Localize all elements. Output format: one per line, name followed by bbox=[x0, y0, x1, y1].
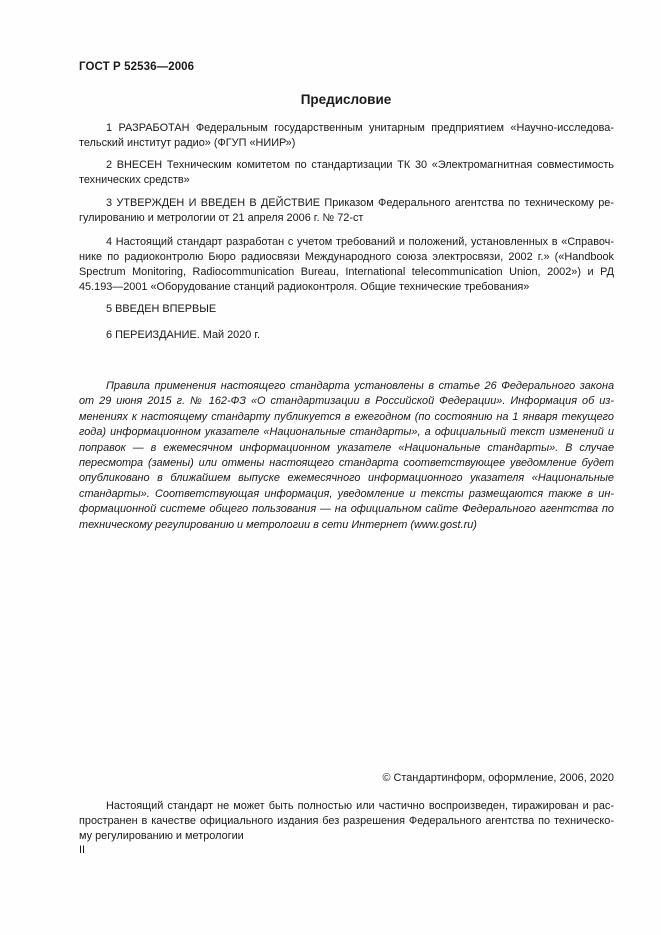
reproduction-notice: Настоящий стандарт не может быть полностью или частично воспроизведен, тиражирован и распространен в качестве официального издания без разрешения Федерального агентства по техническому регулированию и метрологии bbox=[79, 800, 614, 842]
page-title: Предисловие bbox=[300, 92, 392, 107]
preface-item-2: 2 ВНЕСЕН Техническим комитетом по стандартизации ТК 30 «Электромагнитная совместимость технических средств» bbox=[79, 159, 614, 186]
preface-item-1: 1 РАЗРАБОТАН Федеральным государственным унитарным предприятием «Научно-исследовательский институт радио» (ФГУП «НИИР») bbox=[79, 122, 614, 149]
copyright-line: © Стандартинформ, оформление, 2006, 2020 bbox=[382, 772, 614, 784]
page-number: II bbox=[79, 844, 86, 856]
application-notice: Правила применения настоящего стандарта установлены в статье 26 Федерального закона от 29 июня 2015 г. № 162-ФЗ «О стандартизации в Российской Федерации». Информация об изменениях к настоящему стандарту публикуется в ежегодном (по состоянию на 1 января текущего года) информационном указателе «Национальные стандарты», а официальный текст изменений и поправок — в ежемесячном информационном указателе «Национальные стандарты». В случае пересмотра (замены) или отмены настоящего стандарта соответствующее уведомление будет опубликовано в ближайшем выпуске ежемесячного информационного указателя «Национальные стандарты». Соответствующая информация, уведомление и тексты размещаются также в информационной системе общего пользования — на официальном сайте Федерального агентства по техническому регулированию и метрологии в сети Интернет (www.gost.ru) bbox=[79, 380, 614, 531]
preface-item-3: 3 УТВЕРЖДЕН И ВВЕДЕН В ДЕЙСТВИЕ Приказом Федерального агентства по техническому регулированию и метрологии от 21 апреля 2006 г. № 72-ст bbox=[79, 197, 614, 224]
preface-item-6: 6 ПЕРЕИЗДАНИЕ. Май 2020 г. bbox=[106, 329, 261, 341]
standard-code: ГОСТ Р 52536—2006 bbox=[79, 61, 195, 73]
preface-item-5: 5 ВВЕДЕН ВПЕРВЫЕ bbox=[106, 303, 217, 315]
preface-item-4: 4 Настоящий стандарт разработан с учетом требований и положений, установленных в «Справочнике по радиоконтролю Бюро радиосвязи Международного союза электросвязи, 2002 г.» («Handbook Spectrum Monitoring, Radiocommunication Bureau, International telecommunication Union, 2002») и РД 45.193—2001 «Оборудование станций радиоконтроля. Общие технические требования» bbox=[79, 236, 614, 293]
